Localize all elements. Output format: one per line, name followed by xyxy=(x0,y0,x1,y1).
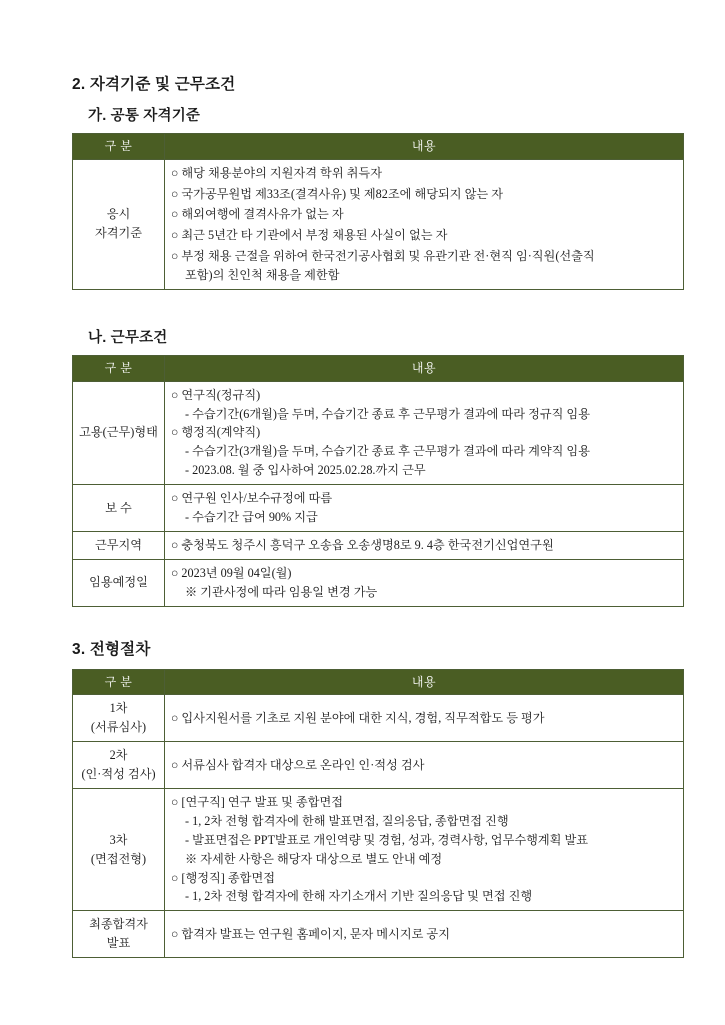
row-label-compensation: 보 수 xyxy=(73,485,165,532)
row-label-stage-1: 1차 (서류심사) xyxy=(73,695,165,742)
list-item: ○ 입사지원서를 기초로 지원 분야에 대한 지식, 경험, 직무적합도 등 평가 xyxy=(171,710,545,725)
table-selection-process xyxy=(72,669,684,958)
table-row xyxy=(73,485,684,532)
list-item: ○ 행정직(계약직) xyxy=(171,425,261,440)
row-content-eligibility xyxy=(165,159,684,289)
subsection-title-2a: 가. 공통 자격기준 xyxy=(88,108,201,124)
list-item: ○ 부정 채용 근절을 위하여 한국전기공사협회 및 유관기관 전·현직 임·직원(선출직 xyxy=(171,249,595,264)
list-sub-item: - 수습기간 급여 90% 지급 xyxy=(185,510,318,525)
list-item: ○ 합격자 발표는 연구원 홈페이지, 문자 메시지로 공지 xyxy=(171,926,450,941)
list-sub-item: - 1, 2차 전형 합격자에 한해 자기소개서 기반 질의응답 및 면접 진행 xyxy=(185,889,533,904)
row-content-stage-2 xyxy=(165,742,684,789)
table-common-qualification xyxy=(72,133,684,290)
table-header-row xyxy=(73,669,684,695)
table-row xyxy=(73,559,684,606)
section-title-3: 3. 전형절차 xyxy=(72,640,151,658)
spacer xyxy=(58,607,667,637)
list-note: ※ 기관사정에 따라 임용일 변경 가능 xyxy=(185,584,378,599)
table-wrapper-selection-process xyxy=(72,669,667,958)
table-row xyxy=(73,695,684,742)
row-content-employment-type xyxy=(165,381,684,485)
row-content-stage-1 xyxy=(165,695,684,742)
col-header-division: 구 분 xyxy=(73,356,165,382)
row-content-appointment-date xyxy=(165,559,684,606)
col-header-content: 내용 xyxy=(165,669,684,695)
table-row xyxy=(73,381,684,485)
list-item: ○ 연구원 인사/보수규정에 따름 xyxy=(171,491,333,506)
list-item: ○ [연구직] 연구 발표 및 종합면접 xyxy=(171,794,343,809)
row-label-stage-2: 2차 (인·적성 검사) xyxy=(73,742,165,789)
table-row xyxy=(73,531,684,559)
col-header-division: 구 분 xyxy=(73,669,165,695)
table-wrapper-working-conditions xyxy=(72,355,667,607)
list-sub-item: - 수습기간(3개월)을 두며, 수습기간 종료 후 근무평가 결과에 따라 계약직 임용 xyxy=(185,444,590,459)
row-label-final-announcement: 최종합격자 발표 xyxy=(73,911,165,958)
row-label-eligibility: 응시 자격기준 xyxy=(73,159,165,289)
col-header-content: 내용 xyxy=(165,356,684,382)
section-title-2: 2. 자격기준 및 근무조건 xyxy=(72,76,236,93)
list-item: ○ 서류심사 합격자 대상으로 온라인 인·적성 검사 xyxy=(171,757,425,772)
list-item: ○ 충청북도 청주시 흥덕구 오송읍 오송생명8로 9. 4층 한국전기신업연구원 xyxy=(171,537,554,552)
list-sub-item: - 2023.08. 월 중 입사하여 2025.02.28.까지 근무 xyxy=(185,463,426,478)
col-header-division: 구 분 xyxy=(73,134,165,160)
row-label-appointment-date: 임용예정일 xyxy=(73,559,165,606)
subsection-title-2b: 나. 근무조건 xyxy=(88,330,168,347)
table-header-row xyxy=(73,356,684,382)
list-sub-item: - 수습기간(6개월)을 두며, 수습기간 종료 후 근무평가 결과에 따라 정규직 임용 xyxy=(185,406,590,421)
table-wrapper-common-qualification xyxy=(72,133,667,290)
col-header-content: 내용 xyxy=(165,134,684,160)
table-row xyxy=(73,788,684,910)
list-sub-item: - 발표면접은 PPT발표로 개인역량 및 경험, 성과, 경력사항, 업무수행계획 발표 xyxy=(185,832,589,847)
table-row xyxy=(73,742,684,789)
list-item: ○ 연구직(정규직) xyxy=(171,387,261,402)
row-label-stage-3: 3차 (면접전형) xyxy=(73,788,165,910)
row-content-stage-3 xyxy=(165,788,684,910)
table-header-row xyxy=(73,134,684,160)
list-item: ○ 해당 채용분야의 지원자격 학위 취득자 xyxy=(171,165,382,180)
spacer xyxy=(58,290,667,326)
row-content-compensation xyxy=(165,485,684,532)
list-item: ○ 해외여행에 결격사유가 없는 자 xyxy=(171,207,344,222)
table-working-conditions xyxy=(72,355,684,607)
list-item: ○ 국가공무원법 제33조(결격사유) 및 제82조에 해당되지 않는 자 xyxy=(171,186,503,201)
list-item: ○ [행정직] 종합면접 xyxy=(171,870,275,885)
list-sub-item: - 1, 2차 전형 합격자에 한해 발표면접, 질의응답, 종합면접 진행 xyxy=(185,813,509,828)
table-row xyxy=(73,911,684,958)
list-item-continuation: 포함)의 친인척 채용을 제한함 xyxy=(185,268,340,283)
row-label-work-location: 근무지역 xyxy=(73,531,165,559)
table-row xyxy=(73,159,684,289)
list-item: ○ 2023년 09월 04일(월) xyxy=(171,565,292,580)
row-label-employment-type: 고용(근무)형태 xyxy=(73,381,165,485)
list-item: ○ 최근 5년간 타 기관에서 부정 채용된 사실이 없는 자 xyxy=(171,228,448,243)
row-content-final-announcement xyxy=(165,911,684,958)
row-content-work-location xyxy=(165,531,684,559)
list-note: ※ 자세한 사항은 해당자 대상으로 별도 안내 예정 xyxy=(185,851,443,866)
